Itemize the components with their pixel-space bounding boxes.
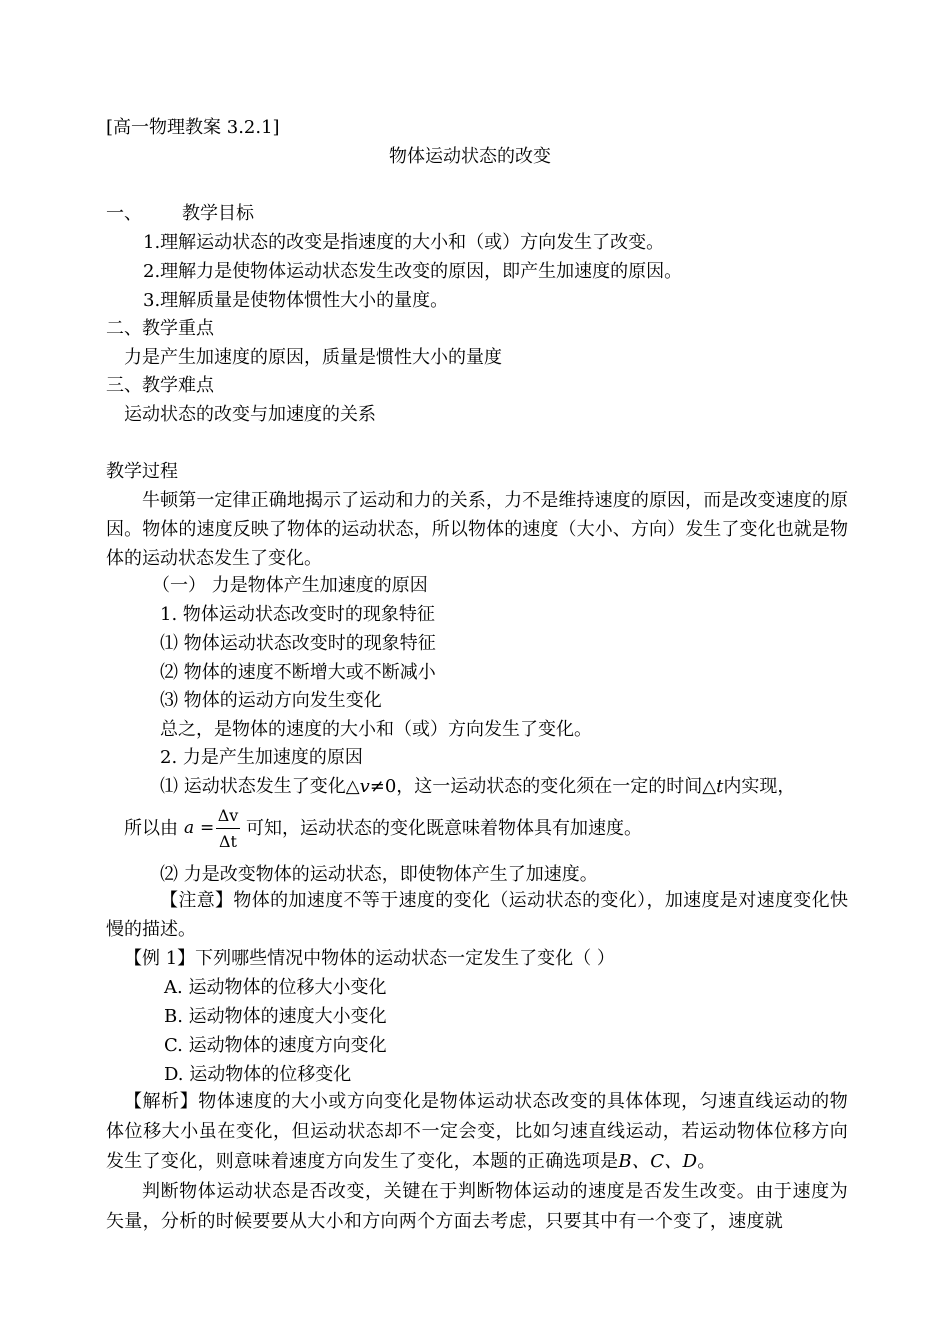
sub-item: ⑵ 力是改变物体的运动状态，即使物体产生了加速度。	[160, 864, 598, 885]
formula-numerator: Δv	[217, 806, 239, 825]
section-number: 一、	[106, 203, 142, 224]
goal-item: 2.理解力是使物体运动状态发生改变的原因，即产生加速度的原因。	[143, 261, 683, 282]
goal-item: 1.理解运动状态的改变是指速度的大小和（或）方向发生了改变。	[143, 232, 665, 253]
note-paragraph: 【注意】物体的加速度不等于速度的变化（运动状态的变化），加速度是对速度变化快慢的描述。	[106, 890, 848, 940]
option-a: A. 运动物体的位移大小变化	[164, 977, 387, 998]
item-heading: 2. 力是产生加速度的原因	[160, 747, 363, 768]
key-point-text: 力是产生加速度的原因，质量是惯性大小的量度	[124, 347, 502, 368]
answer-text: B、C、D	[618, 1151, 698, 1172]
part-heading: （一） 力是物体产生加速度的原因	[152, 575, 428, 596]
sub-item: ⑴ 物体运动状态改变时的现象特征	[160, 633, 436, 654]
item-heading: 1. 物体运动状态改变时的现象特征	[160, 604, 435, 625]
goal-item: 3.理解质量是使物体惯性大小的量度。	[143, 290, 449, 311]
option-b: B. 运动物体的速度大小变化	[164, 1006, 387, 1027]
formula-prefix: 所以由	[124, 818, 178, 839]
difficulty-text: 运动状态的改变与加速度的关系	[124, 404, 376, 425]
section-heading-goals: 教学目标	[182, 203, 254, 224]
section-heading-difficulty: 三、教学难点	[106, 375, 214, 396]
sub-item: ⑴ 运动状态发生了变化△v≠0，这一运动状态的变化须在一定的时间△t内实现，	[160, 776, 796, 797]
formula-suffix: 可知，运动状态的变化既意味着物体具有加速度。	[246, 818, 642, 839]
option-c: C. 运动物体的速度方向变化	[164, 1035, 387, 1056]
formula-lhs: a	[184, 818, 195, 838]
sub-item: ⑵ 物体的速度不断增大或不断减小	[160, 662, 436, 683]
header-label: [高一物理教案 3.2.1]	[106, 117, 280, 138]
analysis-paragraph: 【解析】物体速度的大小或方向变化是物体运动状态改变的具体体现，匀速直线运动的物体位移大小虽在变化，但运动状态却不一定会变，比如匀速直线运动，若运动物体位移方向发生了变化，则意味着速度方向发生了变化，本题的正确选项是B、C、D。	[106, 1091, 848, 1172]
judge-paragraph: 判断物体运动状态是否改变，关键在于判断物体运动的速度是否发生改变。由于速度为矢量，分析的时候要要从大小和方向两个方面去考虑，只要其中有一个变了，速度就	[106, 1181, 848, 1232]
section-heading-key: 二、教学重点	[106, 318, 214, 339]
formula-equals: =	[200, 818, 215, 838]
example-question: 【例 1】下列哪些情况中物体的运动状态一定发生了变化（ ）	[124, 948, 615, 969]
intro-paragraph: 牛顿第一定律正确地揭示了运动和力的关系，力不是维持速度的原因，而是改变速度的原因。物体的速度反映了物体的运动状态，所以物体的速度（大小、方向）发生了变化也就是物体的运动状态发生了变化。	[106, 490, 848, 569]
summary-text: 总之，是物体的速度的大小和（或）方向发生了变化。	[160, 719, 592, 740]
sub-item: ⑶ 物体的运动方向发生变化	[160, 690, 382, 711]
formula-denominator: Δt	[219, 832, 237, 851]
process-heading: 教学过程	[106, 461, 178, 482]
page-title: 物体运动状态的改变	[389, 146, 551, 167]
option-d: D. 运动物体的位移变化	[164, 1064, 352, 1085]
fraction-bar	[216, 828, 240, 829]
